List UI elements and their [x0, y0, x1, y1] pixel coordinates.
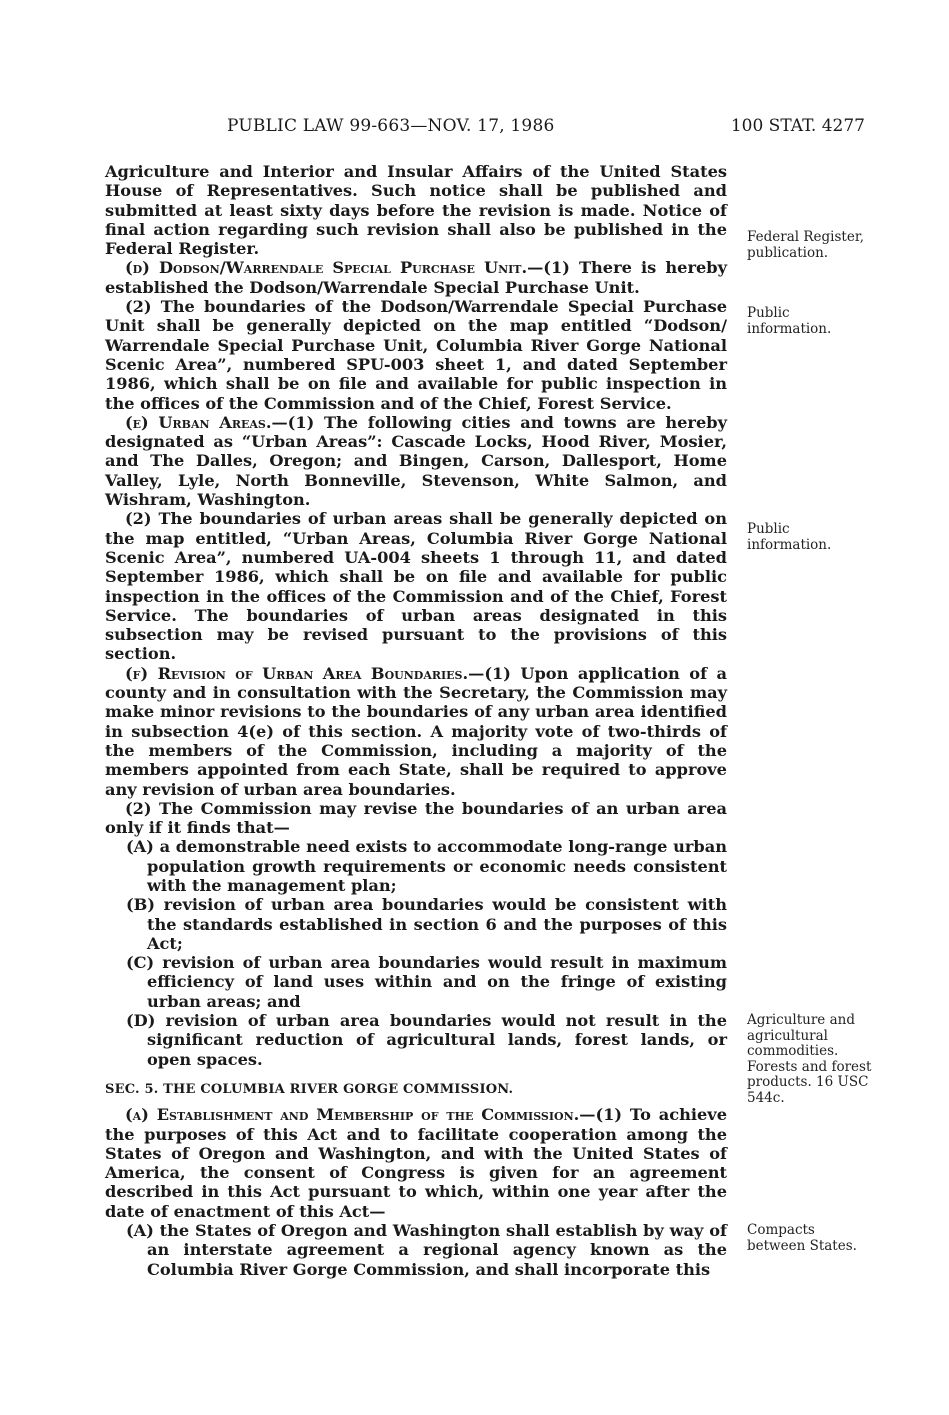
body-text	[105, 162, 727, 1279]
paragraph-f	[105, 664, 727, 799]
margin-note: Public information.	[747, 305, 832, 337]
statute-citation: 100 STAT. 4277	[730, 116, 865, 136]
list-item: (D) revision of urban area boundaries would not result in the significant reduction of agricultural lands, forest lands, or open spaces.	[126, 1011, 727, 1069]
list-item: (C) revision of urban area boundaries would result in maximum efficiency of land uses within and on the fringe of existing urban areas; and	[126, 953, 727, 1011]
paragraph-text: —(1) Upon application of a county and in consultation with the Secretary, the Commission may make minor revisions to the boundaries of any urban area identified in subsection 4(e) of this section. A majority vote of two-thirds of the members of the Commission, including a majority of the members appointed from each State, shall be required to approve any revision of urban area boundaries.	[105, 663, 727, 799]
paragraph: Agriculture and Interior and Insular Affairs of the United States House of Representatives. Such notice shall be published and submitted at least sixty days before the revision is made. Notice of final action regarding such revision shall also be published in the Federal Register.	[105, 162, 727, 259]
paragraph: (2) The Commission may revise the boundaries of an urban area only if it finds that—	[105, 798, 727, 838]
subsection-heading: (d) Dodson/Warrendale Special Purchase Unit.	[125, 258, 528, 278]
margin-note: Agriculture and agricultural commodities. Forests and forest products. 16 USC 544c.	[747, 1012, 872, 1106]
paragraph-text: —(1) The following cities and towns are hereby designated as “Urban Areas”: Cascade Locks, Hood River, Mosier, and The Dalles, Oregon; and Bingen, Carson, Dallesport, Home Valley, Lyle, North Bonneville, Stevenson, White Salmon, and Wishram, Washington.	[105, 412, 727, 510]
margin-note: Public information.	[747, 521, 832, 553]
subsection-heading: (e) Urban Areas.	[125, 412, 272, 432]
section-heading: SEC. 5. THE COLUMBIA RIVER GORGE COMMISSION.	[105, 1081, 514, 1097]
law-title: PUBLIC LAW 99-663—NOV. 17, 1986	[227, 116, 555, 136]
paragraph-e	[105, 413, 727, 509]
paragraph-d	[105, 258, 727, 297]
paragraph: (2) The boundaries of the Dodson/Warrendale Special Purchase Unit shall be generally depicted on the map entitled “Dodson/ Warrendale Special Purchase Unit, Columbia River Gorge National Scenic Area”, numbered SPU-003 sheet 1, and dated September 1986, which shall be on file and available for public inspection in the offices of the Commission and of the Chief, Forest Service.	[105, 297, 727, 413]
paragraph-a	[105, 1105, 727, 1221]
paragraph-text: —(1) There is hereby established the Dodson/Warrendale Special Purchase Unit.	[105, 258, 727, 297]
margin-note: Federal Register, publication.	[747, 229, 865, 261]
subsection-heading: (a) Establishment and Membership of the Commission.	[125, 1105, 580, 1125]
margin-note: Compacts between States.	[747, 1222, 857, 1254]
list-item: (B) revision of urban area boundaries would be consistent with the standards established in section 6 and the purposes of this Act;	[126, 895, 727, 953]
page-header	[105, 116, 865, 144]
list-item: (A) the States of Oregon and Washington shall establish by way of an interstate agreement a regional agency known as the Columbia River Gorge Commission, and shall incorporate this	[126, 1221, 727, 1279]
paragraph: (2) The boundaries of urban areas shall be generally depicted on the map entitled, “Urban Areas, Columbia River Gorge National Scenic Area”, numbered UA-004 sheets 1 through 11, and dated September 1986, which shall be on file and available for public inspection in the offices of the Commission and of the Chief, Forest Service. The boundaries of urban areas designated in this subsection may be revised pursuant to the provisions of this section.	[105, 509, 727, 664]
list-item: (A) a demonstrable need exists to accommodate long-range urban population growth requirements or economic needs consistent with the management plan;	[126, 837, 727, 895]
subsection-heading: (f) Revision of Urban Area Boundaries.	[125, 663, 469, 683]
paragraph-text: —(1) To achieve the purposes of this Act and to facilitate cooperation among the States of Oregon and Washington, and with the United States of America, the consent of Congress is given for an agreement described in this Act pursuant to which, within one year after the date of enactment of this Act—	[105, 1105, 727, 1221]
